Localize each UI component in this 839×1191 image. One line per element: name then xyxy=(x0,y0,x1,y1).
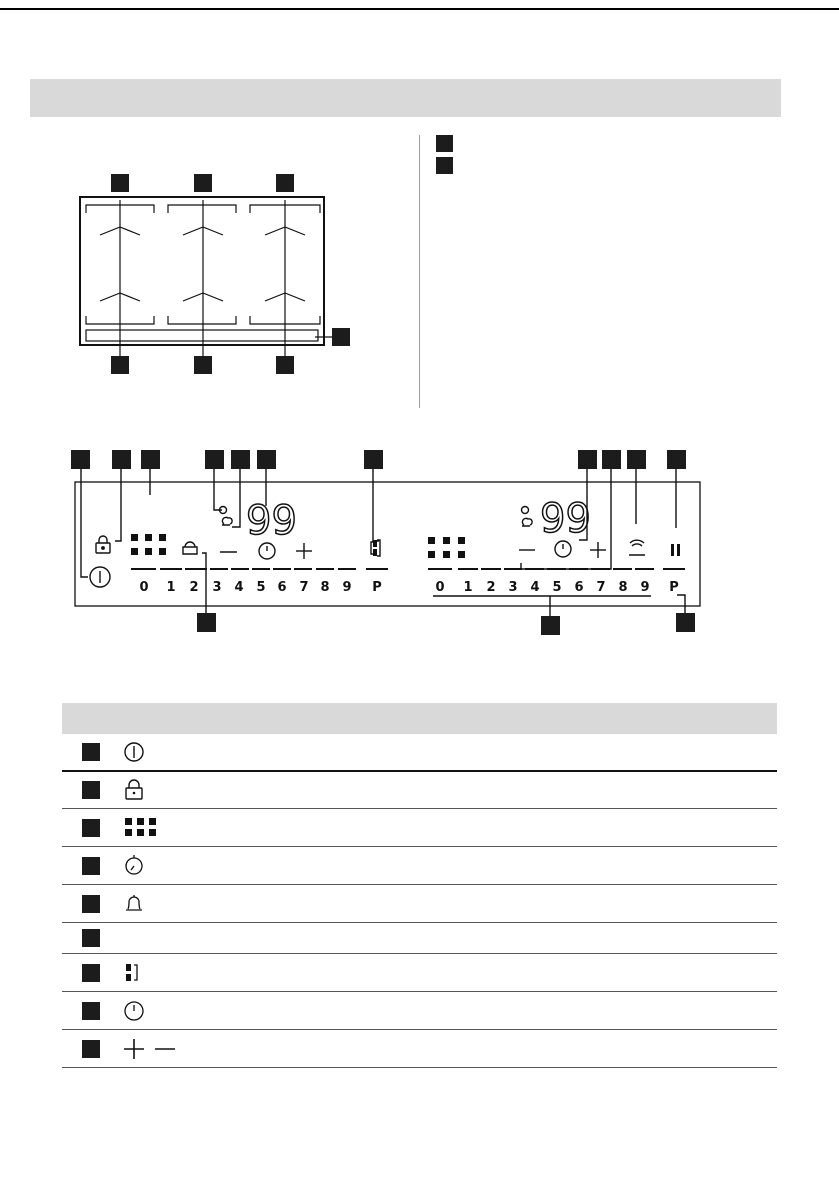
scale-left-8: 8 xyxy=(320,580,330,595)
hob-layout-diagram xyxy=(70,165,360,380)
callout-5 xyxy=(231,450,250,469)
scale-right-7: 7 xyxy=(596,580,606,595)
scale-right-0: 0 xyxy=(435,580,445,595)
row-divider xyxy=(62,1029,777,1030)
callout-zone-2-top xyxy=(194,174,212,192)
timer-icon xyxy=(120,853,144,877)
scale-left-7: 7 xyxy=(299,580,309,595)
control-strip xyxy=(86,330,318,341)
callout-zone-3-bottom xyxy=(276,356,294,374)
callout-zone-1-bottom xyxy=(111,356,129,374)
scale-left-5: 5 xyxy=(256,580,266,595)
callout-14 xyxy=(676,613,695,632)
right-timer-display: 99 xyxy=(540,496,591,542)
scale-left-1: 1 xyxy=(166,580,176,595)
callout-10 xyxy=(627,450,646,469)
row-5-marker xyxy=(82,895,100,913)
row-divider xyxy=(62,922,777,923)
scale-right-6: 6 xyxy=(574,580,584,595)
zone-column-1 xyxy=(86,200,154,364)
row-divider xyxy=(62,953,777,954)
zone-column-3 xyxy=(250,200,320,364)
callout-7 xyxy=(364,450,383,469)
table-header xyxy=(62,703,777,734)
hob-outline xyxy=(80,197,324,345)
row-divider xyxy=(62,1067,777,1068)
bridge-icon xyxy=(120,961,144,985)
top-rule xyxy=(0,8,839,10)
scale-left-2: 2 xyxy=(189,580,199,595)
callout-6 xyxy=(257,450,276,469)
pause-button xyxy=(671,544,674,556)
power-icon xyxy=(120,741,144,763)
bell-icon xyxy=(120,892,144,916)
scale-left-3: 3 xyxy=(212,580,222,595)
callout-12 xyxy=(197,613,216,632)
callout-2 xyxy=(112,450,131,469)
callout-3 xyxy=(141,450,160,469)
scale-right-5: 5 xyxy=(552,580,562,595)
zone-grid-icon xyxy=(120,815,160,839)
scale-left-p: P xyxy=(372,580,382,595)
scale-right-2: 2 xyxy=(486,580,496,595)
hob2hood-icon xyxy=(629,540,645,555)
callout-9 xyxy=(602,450,621,469)
callout-4 xyxy=(205,450,224,469)
row-6-marker xyxy=(82,929,100,947)
scale-right-p: P xyxy=(669,580,679,595)
zone-column-2 xyxy=(168,200,236,364)
scale-right-8: 8 xyxy=(618,580,628,595)
legend-marker-2 xyxy=(436,157,453,174)
scale-right-1: 1 xyxy=(463,580,473,595)
row-divider xyxy=(62,991,777,992)
row-8-marker xyxy=(82,1002,100,1020)
control-panel-diagram xyxy=(60,440,780,640)
bell-icon-left xyxy=(222,517,232,525)
row-7-marker xyxy=(82,964,100,982)
callout-1 xyxy=(71,450,90,469)
callout-zone-2-bottom xyxy=(194,356,212,374)
row-9-marker xyxy=(82,1040,100,1058)
scale-left-6: 6 xyxy=(277,580,287,595)
legend-marker-1 xyxy=(436,135,453,152)
callout-8 xyxy=(578,450,597,469)
row-4-marker xyxy=(82,857,100,875)
row-2-marker xyxy=(82,781,100,799)
scale-right-4: 4 xyxy=(530,580,540,595)
row-divider xyxy=(62,808,777,809)
scale-left-0: 0 xyxy=(139,580,149,595)
callout-11 xyxy=(667,450,686,469)
callout-zone-1-top xyxy=(111,174,129,192)
callout-zone-3-top xyxy=(276,174,294,192)
scale-right-9: 9 xyxy=(640,580,650,595)
row-1-marker xyxy=(82,743,100,761)
scale-right-3: 3 xyxy=(508,580,518,595)
lock-icon xyxy=(120,779,144,801)
row-divider xyxy=(62,846,777,847)
row-3-marker xyxy=(82,819,100,837)
plus-minus-icon xyxy=(120,1037,180,1061)
callout-13 xyxy=(541,616,560,635)
column-divider xyxy=(419,135,420,408)
row-divider xyxy=(62,884,777,885)
chef-icon xyxy=(183,542,197,554)
scale-left-4: 4 xyxy=(234,580,244,595)
clock-icon xyxy=(120,999,144,1023)
scale-left-9: 9 xyxy=(342,580,352,595)
left-timer-display: 99 xyxy=(246,498,297,544)
row-divider xyxy=(62,770,777,772)
section-header-band xyxy=(30,79,781,117)
callout-control-panel xyxy=(332,328,350,346)
